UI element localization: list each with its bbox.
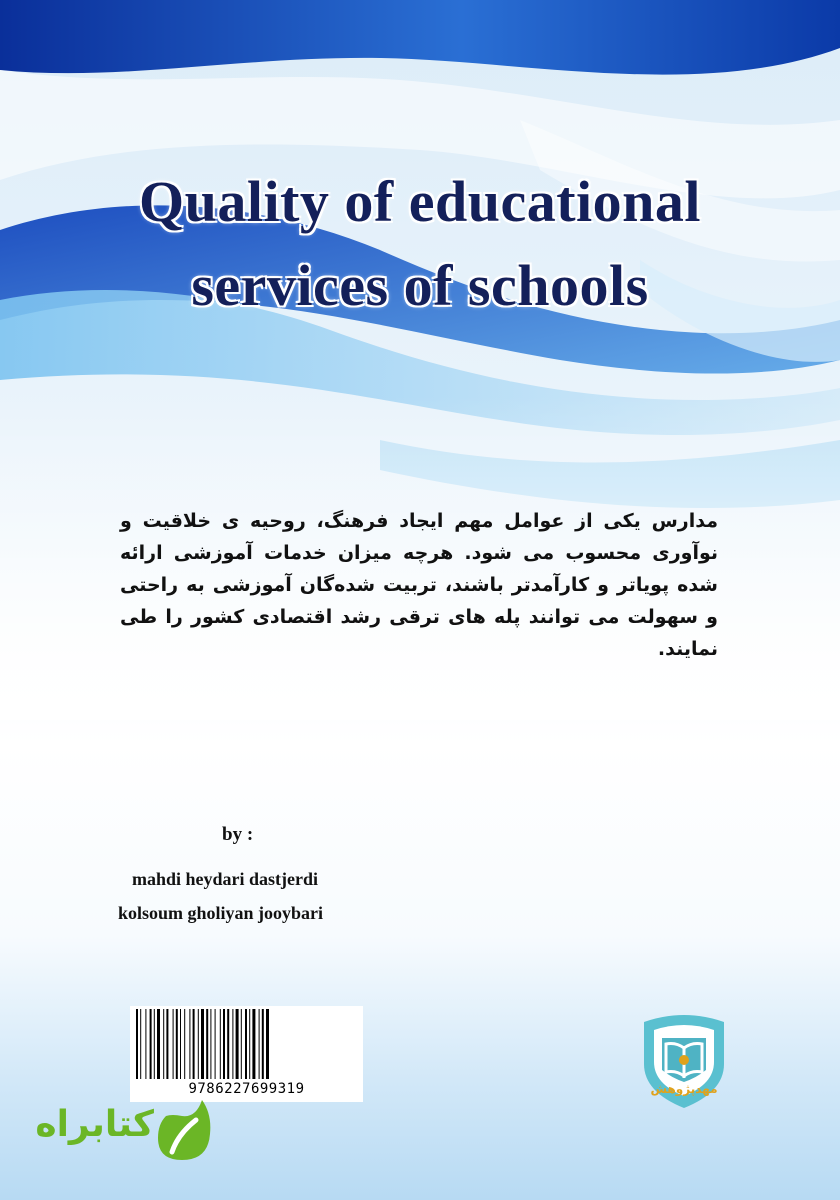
book-description: مدارس یکی از عوامل مهم ایجاد فرهنگ، روحیه ی خلاقیت و نوآوری محسوب می شود. هرچه میزان خدمات آموزشی ارائه شده پویاتر و کارآمدتر باشند، تربیت شده‌گان آموزشی به راحتی و سهولت می توانند پله های ترقی رشد اقتصادی کشور را طی نمایند. xyxy=(120,510,718,660)
isbn-barcode xyxy=(130,1006,363,1102)
by-label: by : xyxy=(222,824,254,845)
book-title-line-1: Quality of educational xyxy=(138,169,702,234)
store-name: کتابراه xyxy=(35,1104,154,1145)
store-logo xyxy=(35,1094,216,1166)
publisher-name: مهدپژوهش xyxy=(650,1082,718,1096)
author-name: mahdi heydari dastjerdi xyxy=(132,869,319,889)
isbn-number: 9786227699319 xyxy=(188,1081,305,1097)
book-shield-icon xyxy=(636,1012,732,1118)
leaf-icon xyxy=(152,1094,216,1164)
barcode-bars xyxy=(134,1009,359,1079)
author-name: kolsoum gholiyan jooybari xyxy=(118,903,324,923)
book-title-line-2: services of schools xyxy=(191,253,649,318)
